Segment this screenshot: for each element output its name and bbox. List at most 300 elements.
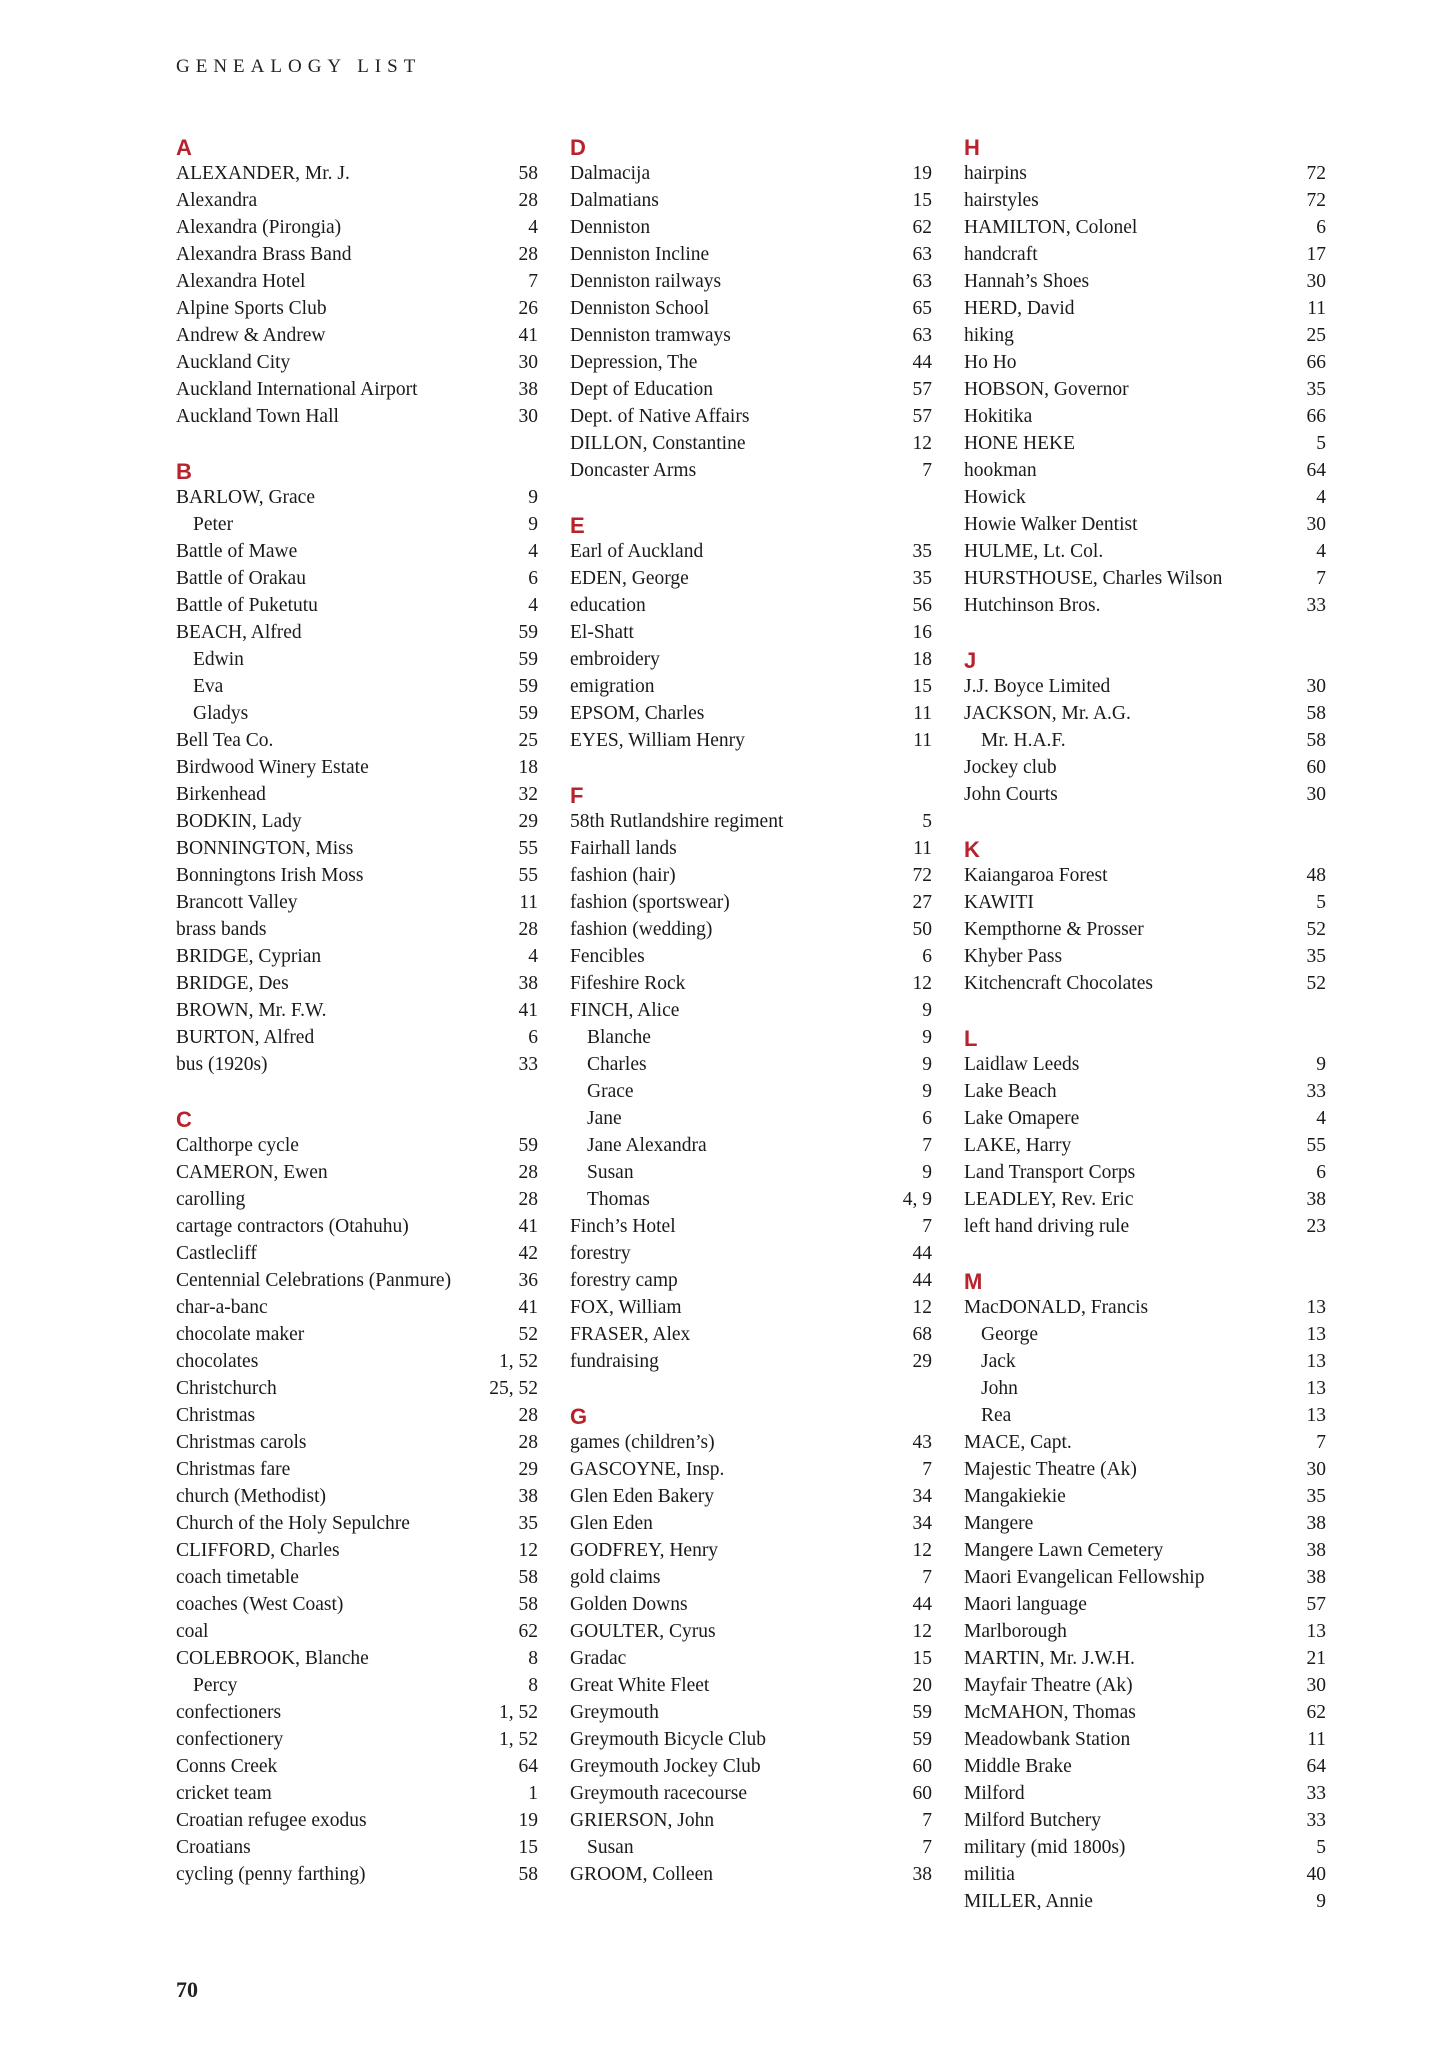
entry-term: gold claims (570, 1567, 661, 1588)
index-entry (570, 349, 932, 376)
entry-pages: 62 (518, 1621, 538, 1642)
entry-pages: 7 (528, 271, 538, 292)
entry-term: Edwin (193, 649, 244, 670)
index-entry (964, 322, 1326, 349)
entry-pages: 63 (912, 271, 932, 292)
index-entry (964, 1456, 1326, 1483)
entry-term: Milford (964, 1783, 1025, 1804)
entry-term: MacDONALD, Francis (964, 1297, 1149, 1318)
entry-pages: 5 (922, 811, 932, 832)
entry-pages: 38 (1306, 1513, 1326, 1534)
index-entry (176, 754, 538, 781)
index-entry (176, 187, 538, 214)
entry-term: bus (1920s) (176, 1054, 268, 1075)
index-entry (176, 1564, 538, 1591)
index-entry (964, 1186, 1326, 1213)
entry-term: Meadowbank Station (964, 1729, 1131, 1750)
index-entry (964, 1699, 1326, 1726)
entry-pages: 58 (1306, 703, 1326, 724)
entry-term: GOULTER, Cyrus (570, 1621, 716, 1642)
entry-term: GODFREY, Henry (570, 1540, 719, 1561)
index-subentry (964, 1402, 1326, 1429)
entry-pages: 33 (1306, 1081, 1326, 1102)
entry-term: Land Transport Corps (964, 1162, 1136, 1183)
entry-term: Denniston Incline (570, 244, 710, 265)
index-entry (176, 1537, 538, 1564)
entry-term: Gradac (570, 1648, 627, 1669)
index-entry (176, 1186, 538, 1213)
entry-term: games (children’s) (570, 1432, 715, 1453)
entry-pages: 7 (922, 1216, 932, 1237)
entry-pages: 59 (518, 1135, 538, 1156)
index-entry (570, 1456, 932, 1483)
index-entry (176, 1429, 538, 1456)
entry-term: HOBSON, Governor (964, 379, 1129, 400)
entry-term: KAWITI (964, 892, 1034, 913)
entry-term: confectioners (176, 1702, 282, 1723)
entry-term: Kitchencraft Chocolates (964, 973, 1153, 994)
entry-pages: 7 (922, 1837, 932, 1858)
entry-term: Depression, The (570, 352, 698, 373)
entry-pages: 33 (518, 1054, 538, 1075)
index-entry (570, 889, 932, 916)
entry-term: Greymouth Bicycle Club (570, 1729, 767, 1750)
entry-pages: 7 (922, 1810, 932, 1831)
entry-term: Ho Ho (964, 352, 1017, 373)
entry-pages: 36 (518, 1270, 538, 1291)
entry-pages: 33 (1306, 1810, 1326, 1831)
entry-pages: 57 (912, 379, 932, 400)
entry-term: hairstyles (964, 190, 1039, 211)
entry-term: FRASER, Alex (570, 1324, 691, 1345)
index-entry (176, 619, 538, 646)
entry-pages: 41 (518, 325, 538, 346)
index-entry (176, 484, 538, 511)
index-entry (964, 511, 1326, 538)
entry-pages: 28 (518, 1162, 538, 1183)
index-entry (964, 1159, 1326, 1186)
entry-term: Birdwood Winery Estate (176, 757, 369, 778)
entry-pages: 4 (1316, 541, 1326, 562)
entry-pages: 11 (913, 703, 932, 724)
index-entry (570, 160, 932, 187)
entry-term: Mr. H.A.F. (981, 730, 1066, 751)
entry-pages: 30 (1306, 676, 1326, 697)
entry-term: Lake Beach (964, 1081, 1057, 1102)
entry-pages: 72 (1306, 190, 1326, 211)
entry-pages: 68 (912, 1324, 932, 1345)
entry-term: Maori language (964, 1594, 1087, 1615)
entry-term: FINCH, Alice (570, 1000, 680, 1021)
entry-pages: 1, 52 (499, 1351, 538, 1372)
entry-term: Grace (587, 1081, 634, 1102)
entry-pages: 40 (1306, 1864, 1326, 1885)
entry-pages: 35 (1306, 379, 1326, 400)
entry-pages: 9 (922, 1000, 932, 1021)
index-entry (964, 1672, 1326, 1699)
index-entry (570, 457, 932, 484)
index-entry (176, 1726, 538, 1753)
entry-pages: 44 (912, 1243, 932, 1264)
index-section (964, 133, 1326, 619)
entry-term: Howick (964, 487, 1026, 508)
index-subentry (964, 1321, 1326, 1348)
entry-pages: 65 (912, 298, 932, 319)
index-entry (570, 808, 932, 835)
entry-pages: 13 (1306, 1621, 1326, 1642)
index-subentry (570, 1051, 932, 1078)
index-subentry (176, 646, 538, 673)
index-entry (964, 295, 1326, 322)
index-entry (570, 241, 932, 268)
index-entry (964, 1105, 1326, 1132)
entry-term: Jane Alexandra (587, 1135, 707, 1156)
index-entry (964, 1483, 1326, 1510)
entry-term: carolling (176, 1189, 246, 1210)
entry-pages: 59 (518, 703, 538, 724)
entry-pages: 23 (1306, 1216, 1326, 1237)
entry-term: cycling (penny farthing) (176, 1864, 366, 1885)
entry-pages: 7 (922, 1459, 932, 1480)
entry-pages: 9 (922, 1054, 932, 1075)
entry-term: Auckland Town Hall (176, 406, 339, 427)
entry-pages: 34 (912, 1513, 932, 1534)
entry-term: GRIERSON, John (570, 1810, 715, 1831)
entry-term: Auckland International Airport (176, 379, 418, 400)
index-subentry (964, 727, 1326, 754)
entry-term: George (981, 1324, 1039, 1345)
entry-pages: 48 (1306, 865, 1326, 886)
index-section (570, 133, 932, 484)
entry-term: Christmas (176, 1405, 256, 1426)
index-entry (176, 565, 538, 592)
index-entry (176, 1051, 538, 1078)
section-letter: J (964, 648, 977, 673)
entry-pages: 52 (1306, 973, 1326, 994)
entry-pages: 4 (528, 946, 538, 967)
index-entry (176, 322, 538, 349)
entry-term: HAMILTON, Colonel (964, 217, 1138, 238)
index-entry (964, 1753, 1326, 1780)
entry-pages: 27 (912, 892, 932, 913)
entry-pages: 33 (1306, 595, 1326, 616)
entry-term: Mangere (964, 1513, 1034, 1534)
index-entry (964, 1429, 1326, 1456)
entry-pages: 16 (912, 622, 932, 643)
entry-pages: 56 (912, 595, 932, 616)
entry-term: LEADLEY, Rev. Eric (964, 1189, 1134, 1210)
entry-pages: 38 (1306, 1540, 1326, 1561)
index-entry (570, 673, 932, 700)
entry-pages: 15 (912, 1648, 932, 1669)
index-entry (570, 403, 932, 430)
index-entry (964, 1294, 1326, 1321)
entry-term: confectionery (176, 1729, 284, 1750)
entry-pages: 41 (518, 1297, 538, 1318)
entry-pages: 13 (1306, 1378, 1326, 1399)
entry-term: JACKSON, Mr. A.G. (964, 703, 1131, 724)
entry-pages: 30 (1306, 784, 1326, 805)
index-entry (570, 1672, 932, 1699)
entry-term: Auckland City (176, 352, 291, 373)
index-entry (964, 430, 1326, 457)
index-entry (176, 1159, 538, 1186)
entry-pages: 44 (912, 1594, 932, 1615)
entry-pages: 44 (912, 352, 932, 373)
index-entry (570, 619, 932, 646)
index-entry (964, 1213, 1326, 1240)
entry-term: FOX, William (570, 1297, 682, 1318)
index-entry (176, 1510, 538, 1537)
index-entry (176, 1834, 538, 1861)
index-entry (570, 1618, 932, 1645)
index-entry (964, 538, 1326, 565)
entry-pages: 9 (528, 487, 538, 508)
entry-pages: 55 (518, 865, 538, 886)
index-entry (176, 1699, 538, 1726)
entry-pages: 6 (528, 1027, 538, 1048)
entry-pages: 12 (912, 1540, 932, 1561)
entry-pages: 33 (1306, 1783, 1326, 1804)
index-section (570, 781, 932, 1375)
entry-term: hiking (964, 325, 1014, 346)
entry-pages: 58 (518, 1594, 538, 1615)
index-entry (570, 187, 932, 214)
entry-pages: 72 (912, 865, 932, 886)
index-entry (570, 538, 932, 565)
entry-term: Glen Eden (570, 1513, 653, 1534)
entry-pages: 42 (518, 1243, 538, 1264)
section-letter: B (176, 459, 192, 484)
index-entry (964, 1807, 1326, 1834)
index-entry (964, 1591, 1326, 1618)
entry-term: EDEN, George (570, 568, 689, 589)
entry-term: Calthorpe cycle (176, 1135, 299, 1156)
entry-pages: 8 (528, 1648, 538, 1669)
entry-pages: 9 (1316, 1891, 1326, 1912)
entry-pages: 19 (912, 163, 932, 184)
entry-term: CLIFFORD, Charles (176, 1540, 340, 1561)
index-section (176, 1105, 538, 1888)
entry-term: Alexandra Hotel (176, 271, 306, 292)
entry-term: Jockey club (964, 757, 1057, 778)
entry-pages: 13 (1306, 1324, 1326, 1345)
index-entry (964, 1645, 1326, 1672)
index-entry (964, 376, 1326, 403)
entry-pages: 62 (1306, 1702, 1326, 1723)
index-entry (964, 1834, 1326, 1861)
entry-pages: 38 (912, 1864, 932, 1885)
page-number: 70 (176, 1977, 198, 2002)
entry-pages: 25 (1306, 325, 1326, 346)
index-entry (964, 1888, 1326, 1915)
entry-pages: 35 (912, 541, 932, 562)
entry-term: ALEXANDER, Mr. J. (176, 163, 350, 184)
section-letter: C (176, 1107, 192, 1132)
index-subentry (964, 1348, 1326, 1375)
entry-term: Hutchinson Bros. (964, 595, 1101, 616)
index-column-3 (964, 133, 1326, 1942)
index-entry (176, 808, 538, 835)
entry-term: Great White Fleet (570, 1675, 710, 1696)
entry-pages: 58 (518, 163, 538, 184)
index-entry (964, 862, 1326, 889)
entry-term: Fairhall lands (570, 838, 677, 859)
entry-term: Greymouth Jockey Club (570, 1756, 761, 1777)
entry-pages: 55 (1306, 1135, 1326, 1156)
entry-pages: 7 (922, 1567, 932, 1588)
entry-pages: 1, 52 (499, 1729, 538, 1750)
entry-term: Birkenhead (176, 784, 266, 805)
entry-pages: 11 (1307, 1729, 1326, 1750)
entry-term: Gladys (193, 703, 249, 724)
index-entry (964, 187, 1326, 214)
entry-term: Kaiangaroa Forest (964, 865, 1108, 886)
entry-pages: 59 (912, 1702, 932, 1723)
entry-term: Dept. of Native Affairs (570, 406, 750, 427)
index-entry (176, 970, 538, 997)
index-entry (176, 295, 538, 322)
entry-term: cricket team (176, 1783, 272, 1804)
entry-term: Marlborough (964, 1621, 1067, 1642)
entry-pages: 38 (1306, 1567, 1326, 1588)
entry-term: COLEBROOK, Blanche (176, 1648, 369, 1669)
index-entry (176, 1321, 538, 1348)
entry-term: MILLER, Annie (964, 1891, 1093, 1912)
entry-pages: 35 (1306, 1486, 1326, 1507)
entry-pages: 15 (912, 676, 932, 697)
entry-term: char-a-banc (176, 1297, 268, 1318)
entry-pages: 38 (518, 379, 538, 400)
index-subentry (570, 1078, 932, 1105)
index-entry (570, 1537, 932, 1564)
index-entry (176, 403, 538, 430)
index-entry (570, 916, 932, 943)
entry-pages: 30 (1306, 514, 1326, 535)
entry-term: Charles (587, 1054, 647, 1075)
entry-pages: 59 (912, 1729, 932, 1750)
index-entry (176, 1645, 538, 1672)
index-section (570, 1402, 932, 1888)
entry-term: Fifeshire Rock (570, 973, 686, 994)
entry-pages: 58 (1306, 730, 1326, 751)
entry-pages: 18 (912, 649, 932, 670)
entry-term: HULME, Lt. Col. (964, 541, 1104, 562)
index-entry (964, 970, 1326, 997)
entry-pages: 5 (1316, 1837, 1326, 1858)
index-entry (964, 403, 1326, 430)
entry-pages: 7 (922, 1135, 932, 1156)
index-entry (176, 1348, 538, 1375)
entry-pages: 21 (1306, 1648, 1326, 1669)
index-entry (964, 1780, 1326, 1807)
index-entry (176, 1591, 538, 1618)
entry-term: GROOM, Colleen (570, 1864, 713, 1885)
entry-term: Middle Brake (964, 1756, 1072, 1777)
index-entry (176, 781, 538, 808)
index-entry (570, 1321, 932, 1348)
entry-pages: 52 (1306, 919, 1326, 940)
entry-pages: 44 (912, 1270, 932, 1291)
index-entry (964, 700, 1326, 727)
entry-term: militia (964, 1864, 1015, 1885)
entry-pages: 20 (912, 1675, 932, 1696)
entry-pages: 7 (922, 460, 932, 481)
entry-term: Andrew & Andrew (176, 325, 326, 346)
index-column-2 (570, 133, 932, 1915)
entry-term: forestry camp (570, 1270, 678, 1291)
entry-pages: 55 (518, 838, 538, 859)
entry-term: chocolates (176, 1351, 259, 1372)
entry-term: Rea (981, 1405, 1012, 1426)
index-subentry (570, 1105, 932, 1132)
entry-term: John (981, 1378, 1018, 1399)
entry-term: MARTIN, Mr. J.W.H. (964, 1648, 1135, 1669)
entry-term: Susan (587, 1162, 634, 1183)
entry-pages: 13 (1306, 1351, 1326, 1372)
entry-pages: 30 (1306, 1675, 1326, 1696)
index-section (570, 511, 932, 754)
section-letter: L (964, 1026, 978, 1051)
entry-term: MACE, Capt. (964, 1432, 1072, 1453)
index-entry (176, 1213, 538, 1240)
entry-term: hookman (964, 460, 1037, 481)
index-entry (176, 160, 538, 187)
entry-pages: 9 (922, 1081, 932, 1102)
index-entry (964, 349, 1326, 376)
index-section (964, 1024, 1326, 1240)
entry-pages: 28 (518, 1189, 538, 1210)
index-entry (176, 1402, 538, 1429)
entry-pages: 62 (912, 217, 932, 238)
entry-pages: 13 (1306, 1297, 1326, 1318)
entry-pages: 29 (518, 811, 538, 832)
section-letter: D (570, 135, 586, 160)
index-entry (176, 997, 538, 1024)
entry-term: BURTON, Alfred (176, 1027, 315, 1048)
entry-term: BROWN, Mr. F.W. (176, 1000, 327, 1021)
entry-term: Dalmatians (570, 190, 659, 211)
index-entry (964, 1051, 1326, 1078)
index-section (176, 133, 538, 430)
entry-pages: 64 (1306, 460, 1326, 481)
entry-term: DILLON, Constantine (570, 433, 746, 454)
section-letter: G (570, 1404, 588, 1429)
entry-pages: 30 (518, 406, 538, 427)
entry-term: coaches (West Coast) (176, 1594, 344, 1615)
index-entry (570, 1213, 932, 1240)
entry-term: Battle of Puketutu (176, 595, 318, 616)
index-entry (964, 673, 1326, 700)
entry-term: BRIDGE, Des (176, 973, 289, 994)
index-section (176, 457, 538, 1078)
index-entry (570, 592, 932, 619)
entry-pages: 19 (518, 1810, 538, 1831)
entry-term: hairpins (964, 163, 1027, 184)
entry-pages: 64 (1306, 1756, 1326, 1777)
entry-pages: 38 (1306, 1189, 1326, 1210)
entry-pages: 9 (922, 1162, 932, 1183)
entry-pages: 4, 9 (902, 1189, 932, 1210)
index-section (964, 835, 1326, 997)
index-entry (964, 754, 1326, 781)
entry-term: GASCOYNE, Insp. (570, 1459, 725, 1480)
entry-pages: 15 (912, 190, 932, 211)
running-head: GENEALOGY LIST (176, 56, 422, 77)
index-entry (570, 1483, 932, 1510)
index-entry (570, 322, 932, 349)
entry-pages: 4 (528, 541, 538, 562)
